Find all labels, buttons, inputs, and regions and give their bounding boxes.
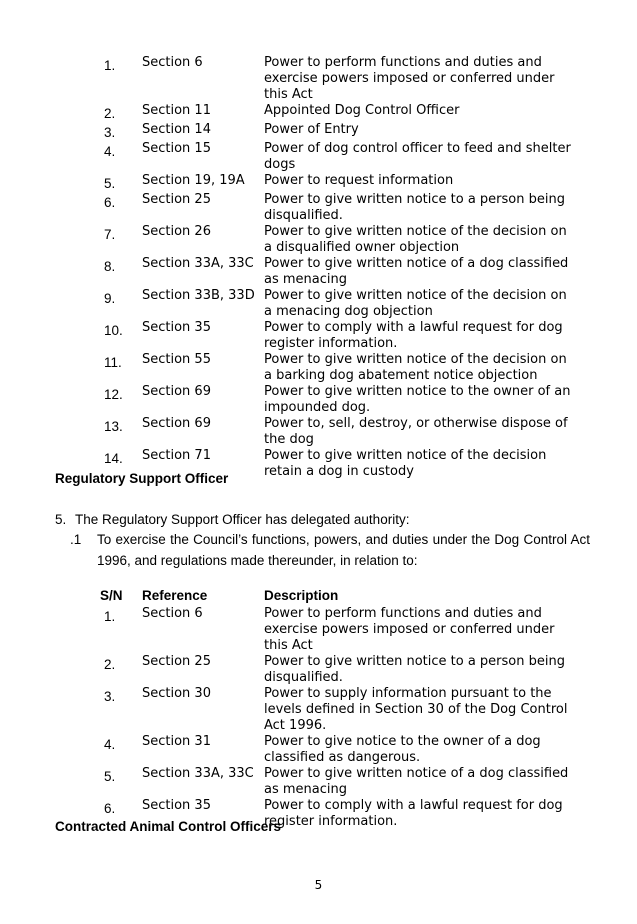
row-reference: Section 71 bbox=[142, 448, 211, 463]
header-sn: S/N bbox=[100, 588, 123, 603]
row-description: Power to give notice to the owner of a dog classified as dangerous. bbox=[264, 734, 541, 765]
row-number: 6. bbox=[104, 195, 116, 210]
row-reference: Section 6 bbox=[142, 606, 203, 621]
row-reference: Section 26 bbox=[142, 224, 211, 239]
table-row bbox=[98, 288, 576, 320]
table-row bbox=[98, 256, 576, 288]
row-description: Power to comply with a lawful request for dog register information. bbox=[264, 798, 563, 829]
paragraph-5-1-marker: .1 bbox=[70, 532, 82, 547]
row-number: 12. bbox=[104, 387, 123, 402]
row-description: Power to give written notice to the owner of an impounded dog. bbox=[264, 384, 571, 415]
row-reference: Section 35 bbox=[142, 320, 211, 335]
delegation-table-body bbox=[98, 606, 576, 830]
row-reference: Section 33A, 33C bbox=[142, 766, 254, 781]
paragraph-5-text: The Regulatory Support Officer has delegated authority: bbox=[75, 512, 410, 527]
row-number: 9. bbox=[104, 291, 116, 306]
table-row bbox=[98, 103, 576, 122]
table-row bbox=[98, 384, 576, 416]
row-reference: Section 33B, 33D bbox=[142, 288, 255, 303]
table-header-row bbox=[98, 588, 576, 606]
row-reference: Section 33A, 33C bbox=[142, 256, 254, 271]
row-number: 5. bbox=[104, 769, 116, 784]
table-row bbox=[98, 192, 576, 224]
row-reference: Section 31 bbox=[142, 734, 211, 749]
header-description: Description bbox=[264, 588, 339, 603]
row-reference: Section 69 bbox=[142, 384, 211, 399]
header-reference: Reference bbox=[142, 588, 208, 603]
row-number: 4. bbox=[104, 144, 116, 159]
row-description: Power of Entry bbox=[264, 122, 359, 137]
row-description: Power to perform functions and duties and exercise powers imposed or conferred under this Act bbox=[264, 55, 555, 102]
row-reference: Section 15 bbox=[142, 141, 211, 156]
row-reference: Section 19, 19A bbox=[142, 173, 245, 188]
regulatory-support-officer-heading: Regulatory Support Officer bbox=[55, 471, 229, 486]
paragraph-5-1 bbox=[70, 529, 590, 571]
paragraph-5-marker: 5. bbox=[55, 512, 67, 527]
row-reference: Section 11 bbox=[142, 103, 211, 118]
row-reference: Section 6 bbox=[142, 55, 203, 70]
table-row bbox=[98, 122, 576, 141]
row-description: Power to supply information pursuant to the levels defined in Section 30 of the Dog Control Act 1996. bbox=[264, 686, 568, 733]
row-reference: Section 25 bbox=[142, 654, 211, 669]
table-row bbox=[98, 766, 576, 798]
row-number: 3. bbox=[104, 125, 116, 140]
row-number: 7. bbox=[104, 227, 116, 242]
row-number: 1. bbox=[104, 58, 116, 73]
table-row bbox=[98, 352, 576, 384]
row-description: Power to give written notice of a dog classified as menacing bbox=[264, 766, 569, 797]
row-reference: Section 35 bbox=[142, 798, 211, 813]
row-reference: Section 55 bbox=[142, 352, 211, 367]
row-reference: Section 25 bbox=[142, 192, 211, 207]
table-row bbox=[98, 141, 576, 173]
table-row bbox=[98, 173, 576, 192]
table-row bbox=[98, 320, 576, 352]
row-description: Power to give written notice of the decision on a disqualified owner objection bbox=[264, 224, 567, 255]
row-reference: Section 30 bbox=[142, 686, 211, 701]
row-description: Power to give written notice to a person being disqualified. bbox=[264, 192, 565, 223]
paragraph-5 bbox=[55, 509, 409, 530]
row-description: Power to comply with a lawful request for dog register information. bbox=[264, 320, 563, 351]
delegation-table-regulatory-support-officer bbox=[98, 588, 576, 830]
row-number: 11. bbox=[104, 355, 122, 370]
row-description: Power of dog control officer to feed and shelter dogs bbox=[264, 141, 571, 172]
row-number: 6. bbox=[104, 801, 116, 816]
row-number: 8. bbox=[104, 259, 116, 274]
row-description: Power to, sell, destroy, or otherwise dispose of the dog bbox=[264, 416, 568, 447]
table-row bbox=[98, 55, 576, 103]
delegation-table-dog-control-officer bbox=[98, 55, 576, 480]
table-row bbox=[98, 224, 576, 256]
row-reference: Section 69 bbox=[142, 416, 211, 431]
table-row bbox=[98, 416, 576, 448]
row-reference: Section 14 bbox=[142, 122, 211, 137]
row-description: Power to request information bbox=[264, 173, 454, 188]
row-number: 2. bbox=[104, 106, 116, 121]
row-number: 3. bbox=[104, 689, 116, 704]
row-number: 4. bbox=[104, 737, 116, 752]
row-number: 13. bbox=[104, 419, 123, 434]
row-description: Power to perform functions and duties and exercise powers imposed or conferred under this Act bbox=[264, 606, 555, 653]
row-description: Power to give written notice of the decision on a barking dog abatement notice objection bbox=[264, 352, 567, 383]
paragraph-5-1-text: To exercise the Council’s functions, powers, and duties under the Dog Control Act 1996, and regulations made thereunder, in relation to: bbox=[97, 532, 590, 568]
row-number: 10. bbox=[104, 323, 123, 338]
page-number: 5 bbox=[314, 878, 323, 892]
row-description: Appointed Dog Control Officer bbox=[264, 103, 460, 118]
table-row bbox=[98, 686, 576, 734]
delegation-table-body bbox=[98, 55, 576, 480]
row-description: Power to give written notice to a person being disqualified. bbox=[264, 654, 565, 685]
row-number: 14. bbox=[104, 451, 123, 466]
table-row bbox=[98, 734, 576, 766]
row-description: Power to give written notice of the decision retain a dog in custody bbox=[264, 448, 547, 479]
table-row bbox=[98, 654, 576, 686]
row-description: Power to give written notice of the decision on a menacing dog objection bbox=[264, 288, 567, 319]
row-number: 2. bbox=[104, 657, 116, 672]
table-row bbox=[98, 606, 576, 654]
row-number: 5. bbox=[104, 176, 116, 191]
row-number: 1. bbox=[104, 609, 116, 624]
contracted-animal-control-officers-heading: Contracted Animal Control Officers bbox=[55, 819, 282, 834]
row-description: Power to give written notice of a dog classified as menacing bbox=[264, 256, 569, 287]
